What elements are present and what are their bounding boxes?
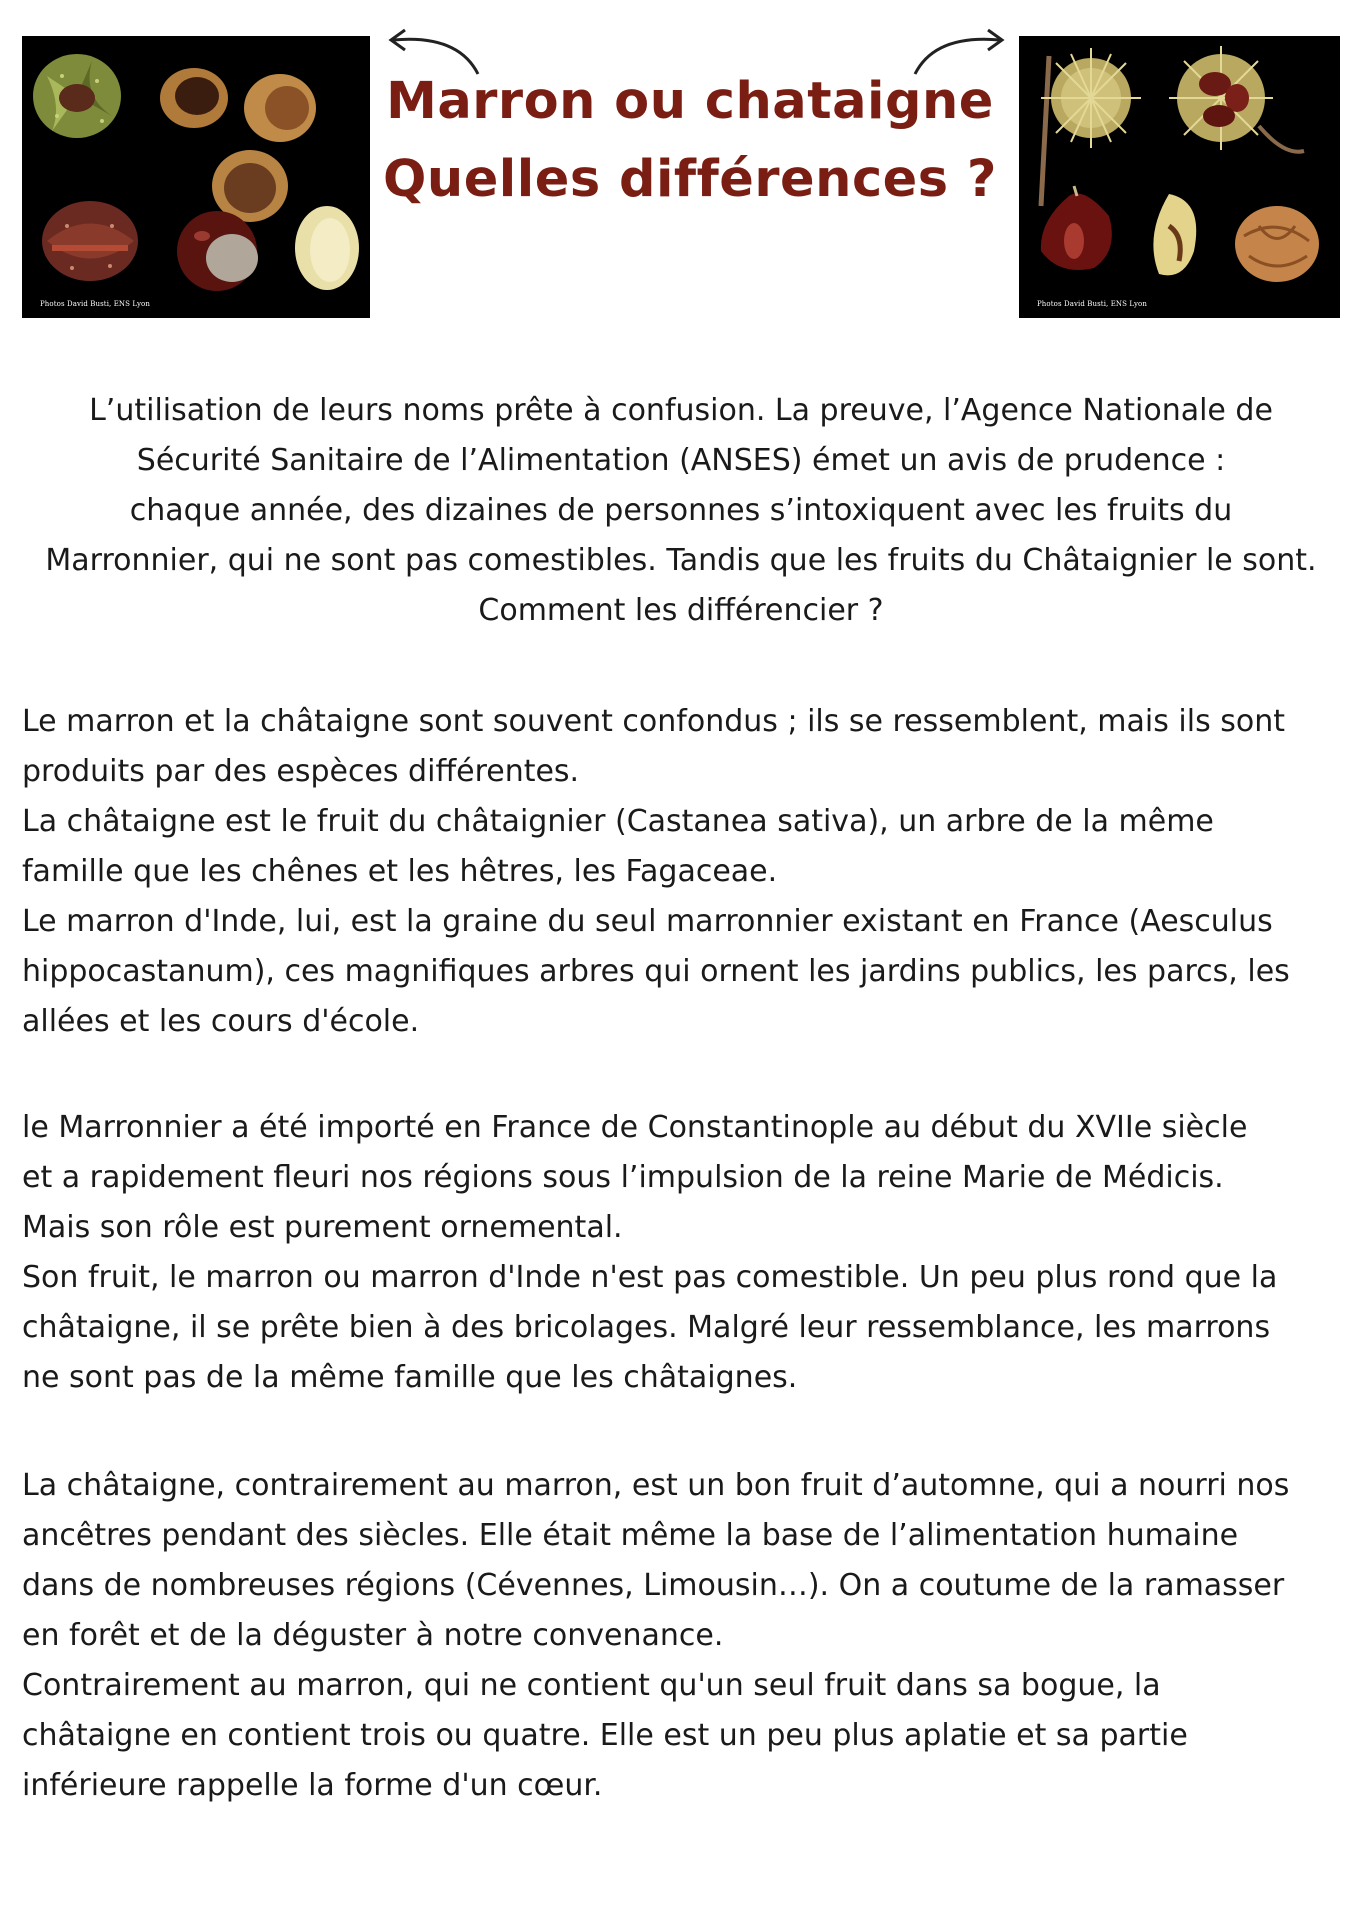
intro-line: L’utilisation de leurs noms prête à confusion. La preuve, l’Agence Nationale de [89, 393, 1273, 428]
page-title-line-2: Quelles différences ? [383, 150, 997, 209]
paragraph-line: le Marronnier a été importé en France de Constantinople au début du XVIIe siècle [22, 1110, 1248, 1145]
paragraph-line: châtaigne, il se prête bien à des bricolages. Malgré leur ressemblance, les marrons [22, 1310, 1271, 1345]
body-paragraph-1 [22, 697, 1340, 1047]
paragraph-line: produits par des espèces différentes. [22, 754, 580, 789]
paragraph-line: ancêtres pendant des siècles. Elle était même la base de l’alimentation humaine [22, 1518, 1239, 1553]
body-paragraph-3 [22, 1461, 1340, 1811]
paragraph-line: hippocastanum), ces magnifiques arbres qui ornent les jardins publics, les parcs, les [22, 954, 1290, 989]
paragraph-line: Le marron d'Inde, lui, est la graine du seul marronnier existant en France (Aesculus [22, 904, 1273, 939]
sweet-chestnut-illustration [1019, 36, 1340, 318]
photo-credit-right: Photos David Busti, ENS Lyon [1037, 300, 1147, 308]
husk-open-top-left [33, 54, 121, 138]
paragraph-line: Mais son rôle est purement ornemental. [22, 1210, 623, 1245]
intro-line: Sécurité Sanitaire de l’Alimentation (ANSES) émet un avis de prudence : [136, 443, 1226, 478]
paragraph-line: La châtaigne, contrairement au marron, est un bon fruit d’automne, qui a nourri nos [22, 1468, 1290, 1503]
photo-credit-left: Photos David Busti, ENS Lyon [40, 300, 150, 308]
paragraph-line: en forêt et de la déguster à notre convenance. [22, 1618, 724, 1653]
paragraph-line: La châtaigne est le fruit du châtaignier (Castanea sativa), un arbre de la même [22, 804, 1214, 839]
paragraph-line: allées et les cours d'école. [22, 1004, 420, 1039]
page-title-line-1: Marron ou chataigne [386, 72, 994, 131]
paragraph-line: famille que les chênes et les hêtres, les Fagaceae. [22, 854, 778, 889]
horse-chestnut-photo [22, 36, 370, 318]
paragraph-line: dans de nombreuses régions (Cévennes, Limousin…). On a coutume de la ramasser [22, 1568, 1285, 1603]
paragraph-line: châtaigne en contient trois ou quatre. Elle est un peu plus aplatie et sa partie [22, 1718, 1188, 1753]
sweet-chestnut-photo [1019, 36, 1340, 318]
paragraph-line: Son fruit, le marron ou marron d'Inde n'est pas comestible. Un peu plus rond que la [22, 1260, 1278, 1295]
husk-open-bottom-left [42, 201, 138, 281]
chestnut-shell [1235, 206, 1319, 282]
paragraph-line: ne sont pas de la même famille que les châtaignes. [22, 1360, 798, 1395]
paragraph-line: Le marron et la châtaigne sont souvent confondus ; ils se ressemblent, mais ils sont [22, 704, 1286, 739]
paragraph-line: inférieure rappelle la forme d'un cœur. [22, 1768, 603, 1803]
intro-line: chaque année, des dizaines de personnes s’intoxiquent avec les fruits du [129, 493, 1233, 528]
paragraph-line: Contrairement au marron, qui ne contient qu'un seul fruit dans sa bogue, la [22, 1668, 1161, 1703]
paragraph-line: et a rapidement fleuri nos régions sous l’impulsion de la reine Marie de Médicis. [22, 1160, 1224, 1195]
body-paragraph-2 [22, 1103, 1340, 1403]
horse-chestnut-illustration [22, 36, 370, 318]
conker-cut [295, 206, 359, 290]
intro-line: Marronnier, qui ne sont pas comestibles. Tandis que les fruits du Châtaignier le sont. [45, 543, 1317, 578]
intro-line: Comment les différencier ? [478, 593, 884, 628]
intro-paragraph [22, 386, 1340, 636]
